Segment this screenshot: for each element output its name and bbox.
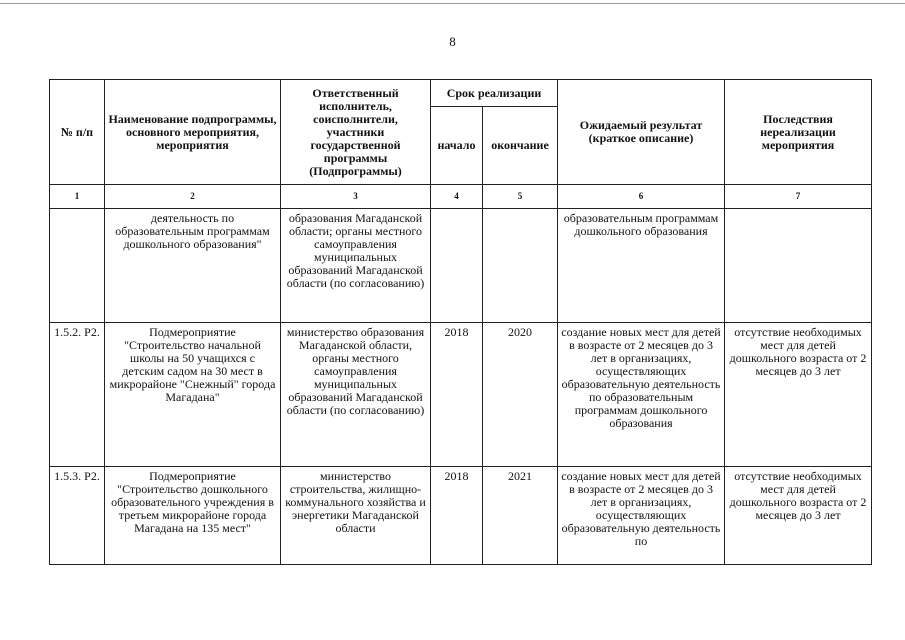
header-consequences: Последствия нереализации мероприятия [725, 80, 872, 185]
row-consequences: отсутствие необходимых мест для детей дошкольного возраста от 2 месяцев до 3 лет [725, 323, 872, 467]
row-name: Подмероприятие "Строительство дошкольного образовательного учреждения в третьем микрорайоне города Магадана на 135 мест" [105, 467, 281, 565]
program-table [49, 79, 872, 565]
row-consequences [725, 209, 872, 323]
row-end: 2020 [483, 323, 558, 467]
column-number: 2 [105, 185, 281, 209]
header-result: Ожидаемый результат (краткое описание) [558, 80, 725, 185]
row-number [50, 209, 105, 323]
row-consequences: отсутствие необходимых мест для детей дошкольного возраста от 2 месяцев до 3 лет [725, 467, 872, 565]
column-number: 5 [483, 185, 558, 209]
row-start [431, 209, 483, 323]
row-executor: образования Магаданской области; органы местного самоуправления муниципальных образований Магаданской области (по согласованию) [281, 209, 431, 323]
column-number: 1 [50, 185, 105, 209]
column-number: 7 [725, 185, 872, 209]
header-term-start: начало [431, 107, 483, 185]
row-number: 1.5.2. Р2. [50, 323, 105, 467]
column-number: 6 [558, 185, 725, 209]
row-executor: министерство строительства, жилищно-коммунального хозяйства и энергетики Магаданской области [281, 467, 431, 565]
row-result: образовательным программам дошкольного образования [558, 209, 725, 323]
page-number: 8 [449, 34, 456, 49]
header-name: Наименование подпрограммы, основного мероприятия, мероприятия [105, 80, 281, 185]
column-number: 4 [431, 185, 483, 209]
row-number: 1.5.3. Р2. [50, 467, 105, 565]
row-start: 2018 [431, 467, 483, 565]
row-end: 2021 [483, 467, 558, 565]
row-name: деятельность по образовательным программам дошкольного образования" [105, 209, 281, 323]
row-executor: министерство образования Магаданской области, органы местного самоуправления муниципальных образований Магаданской области (по согласованию) [281, 323, 431, 467]
row-end [483, 209, 558, 323]
table-row [50, 467, 872, 565]
table-row [50, 209, 872, 323]
table-row [50, 323, 872, 467]
row-start: 2018 [431, 323, 483, 467]
header-number: № п/п [50, 80, 105, 185]
header-executor: Ответственный исполнитель, соисполнители, участники государственной программы (Подпрограммы) [281, 80, 431, 185]
row-name: Подмероприятие "Строительство начальной школы на 50 учащихся с детским садом на 30 мест в микрорайоне "Снежный" города Магадана" [105, 323, 281, 467]
top-rule [0, 3, 905, 4]
header-term-end: окончание [483, 107, 558, 185]
row-result: создание новых мест для детей в возрасте от 2 месяцев до 3 лет в организациях, осуществляющих образовательную деятельность по [558, 467, 725, 565]
row-result: создание новых мест для детей в возрасте от 2 месяцев до 3 лет в организациях, осуществляющих образовательную деятельность по образовательным программам дошкольного образования [558, 323, 725, 467]
header-term: Срок реализации [431, 80, 558, 107]
column-number: 3 [281, 185, 431, 209]
